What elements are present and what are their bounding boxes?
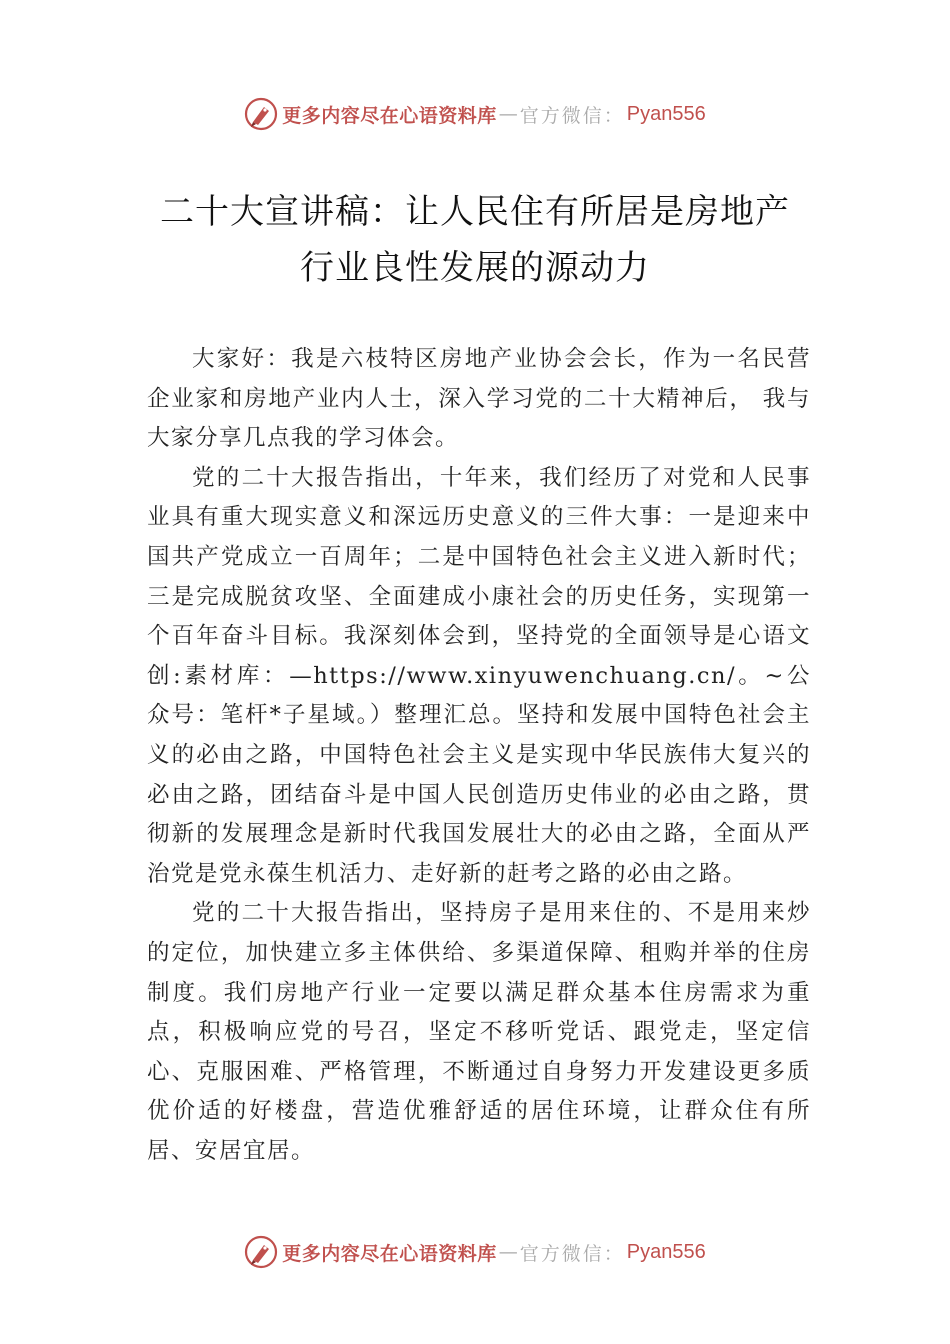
pen-logo-icon xyxy=(244,1235,278,1269)
banner-wechat-id: Pyan556 xyxy=(626,1240,706,1263)
banner-separator: — xyxy=(498,1241,518,1263)
banner-brand-text: 更多内容尽在心语资料库 xyxy=(282,1242,497,1265)
footer-banner xyxy=(0,1232,950,1272)
paragraph-3: 党的二十大报告指出，坚持房子是用来住的、不是用来炒的定位，加快建立多主体供给、多渠道保障、租购并举的住房制度。我们房地产行业一定要以满足群众基本住房需求为重点，积极响应党的号召，坚定不移听党话、跟党走，坚定信心、克服困难、严格管理，不断通过自身努力开发建设更多质优价适的好楼盘，营造优雅舒适的居住环境，让群众住有所居、安居宜居。 xyxy=(147,900,811,1164)
header-banner xyxy=(0,94,950,134)
document-title xyxy=(100,184,850,296)
banner-separator: — xyxy=(498,103,518,125)
banner-brand-text: 更多内容尽在心语资料库 xyxy=(282,104,497,127)
document-body xyxy=(147,340,811,1171)
banner-wechat-label: 官方微信： xyxy=(519,1242,625,1265)
paragraph-1: 大家好：我是六枝特区房地产业协会会长，作为一名民营企业家和房地产业内人士，深入学习党的二十大精神后， 我与大家分享几点我的学习体会。 xyxy=(147,346,811,452)
banner-wechat-label: 官方微信： xyxy=(519,104,625,127)
title-line-2: 行业良性发展的源动力 xyxy=(300,248,650,288)
title-line-1: 二十大宣讲稿：让人民住有所居是房地产 xyxy=(160,192,790,232)
pen-logo-icon xyxy=(244,97,278,131)
banner-wechat-id: Pyan556 xyxy=(626,102,706,125)
paragraph-2: 党的二十大报告指出，十年来，我们经历了对党和人民事业具有重大现实意义和深远历史意义的三件大事：一是迎来中国共产党成立一百周年；二是中国特色社会主义进入新时代；三是完成脱贫攻坚、全面建成小康社会的历史任务，实现第一个百年奋斗目标。我深刻体会到，坚持党的全面领导是心语文创:素材库：—https://www.xinyuwenchuang.cn/。~公众号：笔杆*子星域。）整理汇总。坚持和发展中国特色社会主义的必由之路，中国特色社会主义是实现中华民族伟大复兴的必由之路，团结奋斗是中国人民创造历史伟业的必由之路，贯彻新的发展理念是新时代我国发展壮大的必由之路，全面从严治党是党永葆生机活力、走好新的赶考之路的必由之路。 xyxy=(147,464,811,887)
